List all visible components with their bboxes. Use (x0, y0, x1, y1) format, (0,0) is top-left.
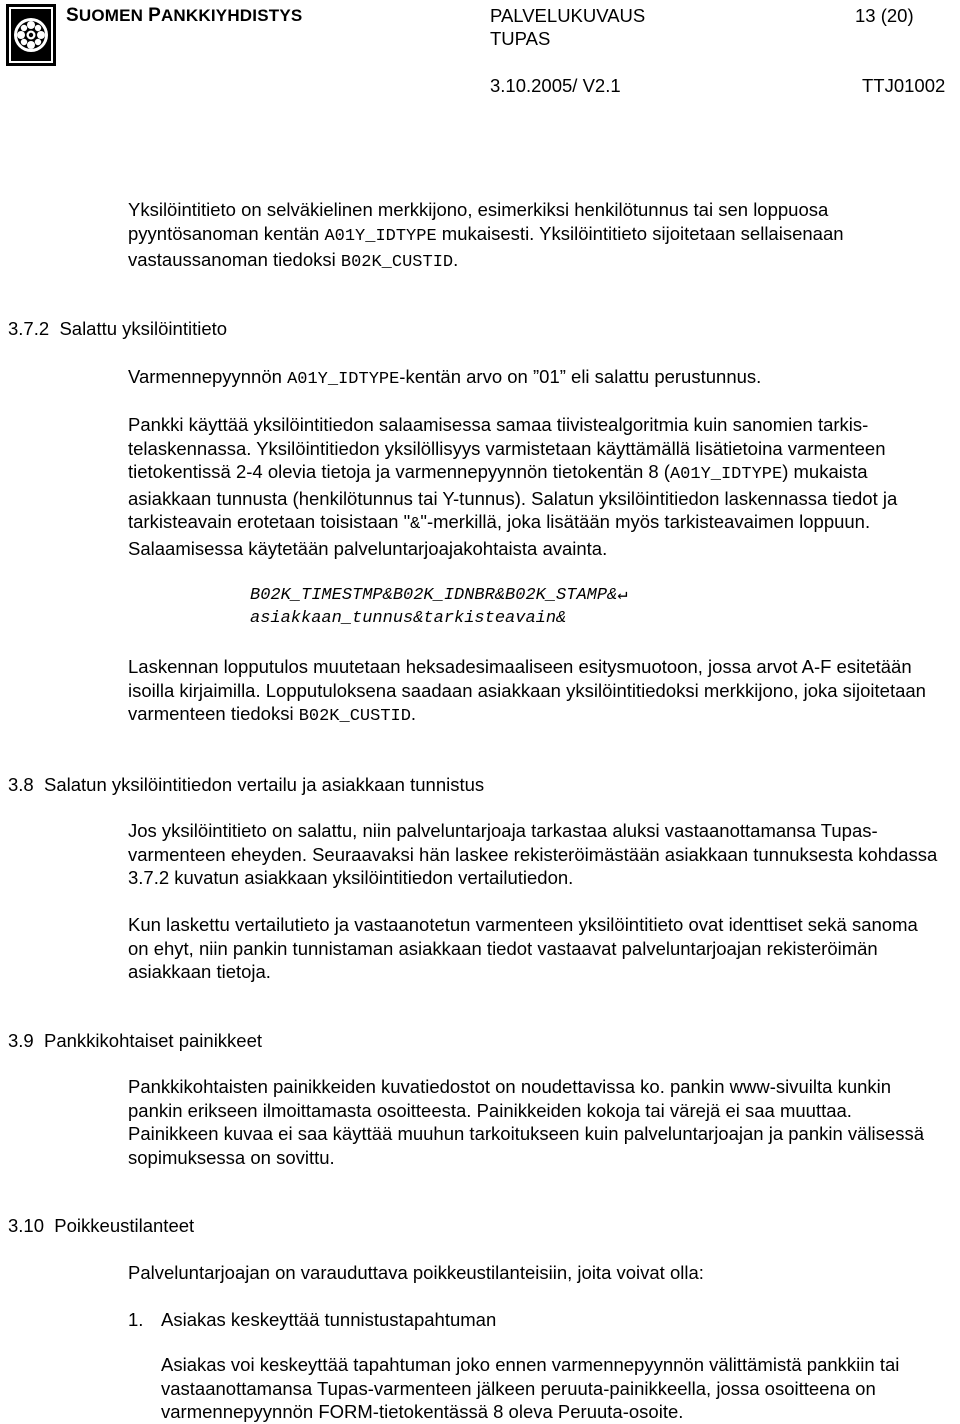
paragraph: Palveluntarjoajan on varauduttava poikkeustilanteisiin, joita voivat olla: (128, 1262, 704, 1283)
intro-paragraph: Yksilöintitieto on selväkielinen merkkijono, esimerkiksi henkilötunnus tai sen loppuosa pyyntösanoman kentän A01Y_IDTYPE mukaisesti. Yksilöintitieto sijoitetaan sellaisenaan vastaussanoman tiedoksi B02K_CUSTID. (128, 199, 844, 272)
list-item-number: 1. (128, 1309, 144, 1330)
paragraph: Pankki käyttää yksilöintitiedon salaamisessa samaa tiivistealgoritmia kuin sanomien tarkistelaskennassa. Yksilöintitiedon yksilöllisyys varmistetaan käyttämällä lisätietoina varmenteen tietokentissä 2-4 olevia tietoja ja varmennepyynnön tietokentän 8 (A01Y_IDTYPE) mukaista asiakkaan tunnusta (henkilötunnus tai Y-tunnus). Salatun yksilöintitiedon laskennassa tiedot ja tarkisteavain erotetaan toisistaan "&"-merkillä, joka lisätään myös tarkisteavaimen loppuun. Salaamisessa käytetään palveluntarjoajakohtaista avainta. (128, 414, 898, 559)
association-logo (6, 4, 56, 66)
version-date: 3.10.2005/ V2.1 (490, 75, 621, 96)
section-heading-3-10: 3.10 Poikkeustilanteet (8, 1215, 195, 1236)
organization-name: SUOMEN PANKKIYHDISTYS (66, 5, 303, 26)
code-line: B02K_TIMESTMP&B02K_IDNBR&B02K_STAMP&↵ (250, 586, 628, 605)
section-heading-3-9: 3.9 Pankkikohtaiset painikkeet (8, 1030, 263, 1051)
paragraph: Kun laskettu vertailutieto ja vastaanotetun varmenteen yksilöintitieto ovat identtiset sekä sanoma on ehyt, niin pankin tunnistaman asiakkaan tiedot vastaavat palveluntarjoajan rekisteröimän asiakkaan tietoja. (128, 914, 918, 982)
code-line: asiakkaan_tunnus&tarkisteavain& (250, 609, 567, 628)
list-item-text: Asiakas voi keskeyttää tapahtuman joko ennen varmennepyynnön välittämistä pankkiin tai vastaanottamansa Tupas-varmenteen jälkeen peruuta-painikkeella, jossa osoitteena on varmennepyynnön FORM-tietokentässä 8 oleva Peruuta-osoite. (161, 1354, 900, 1422)
paragraph: Pankkikohtaisten painikkeiden kuvatiedostot on noudettavissa ko. pankin www-sivuilta kunkin pankin erikseen ilmoittamasta osoitteesta. Painikkeiden kokoja tai värejä ei saa muuttaa. Painikkeen kuvaa ei saa käyttää muuhun tarkoitukseen kuin palveluntarjoajan ja pankin välisessä sopimuksessa on sovittu. (128, 1076, 924, 1168)
paragraph: Varmennepyynnön A01Y_IDTYPE-kentän arvo on ”01” eli salattu perustunnus. (128, 366, 762, 389)
document-id: TTJ01002 (862, 75, 946, 96)
section-heading-3-8: 3.8 Salatun yksilöintitiedon vertailu ja asiakkaan tunnistus (8, 774, 485, 795)
section-heading-3-7-2: 3.7.2 Salattu yksilöintitieto (8, 318, 228, 339)
paragraph: Laskennan lopputulos muutetaan heksadesimaaliseen esitysmuotoon, jossa arvot A-F esitetään isoilla kirjaimilla. Lopputuloksena saadaan asiakkaan yksilöintitiedoksi merkkijono, joka sijoitetaan varmenteen tiedoksi B02K_CUSTID. (128, 656, 926, 726)
document-name: TUPAS (490, 28, 551, 49)
document-type: PALVELUKUVAUS (490, 5, 646, 26)
paragraph: Jos yksilöintitieto on salattu, niin palveluntarjoaja tarkastaa aluksi vastaanottamansa Tupas-varmenteen eheyden. Seuraavaksi hän laskee rekisteröimästään asiakkaan tunnuksesta kohdassa 3.7.2 kuvatun asiakkaan yksilöintitiedon vertailutiedon. (128, 820, 938, 888)
page-number: 13 (20) (855, 5, 914, 26)
list-item-title: Asiakas keskeyttää tunnistustapahtuman (161, 1309, 497, 1330)
